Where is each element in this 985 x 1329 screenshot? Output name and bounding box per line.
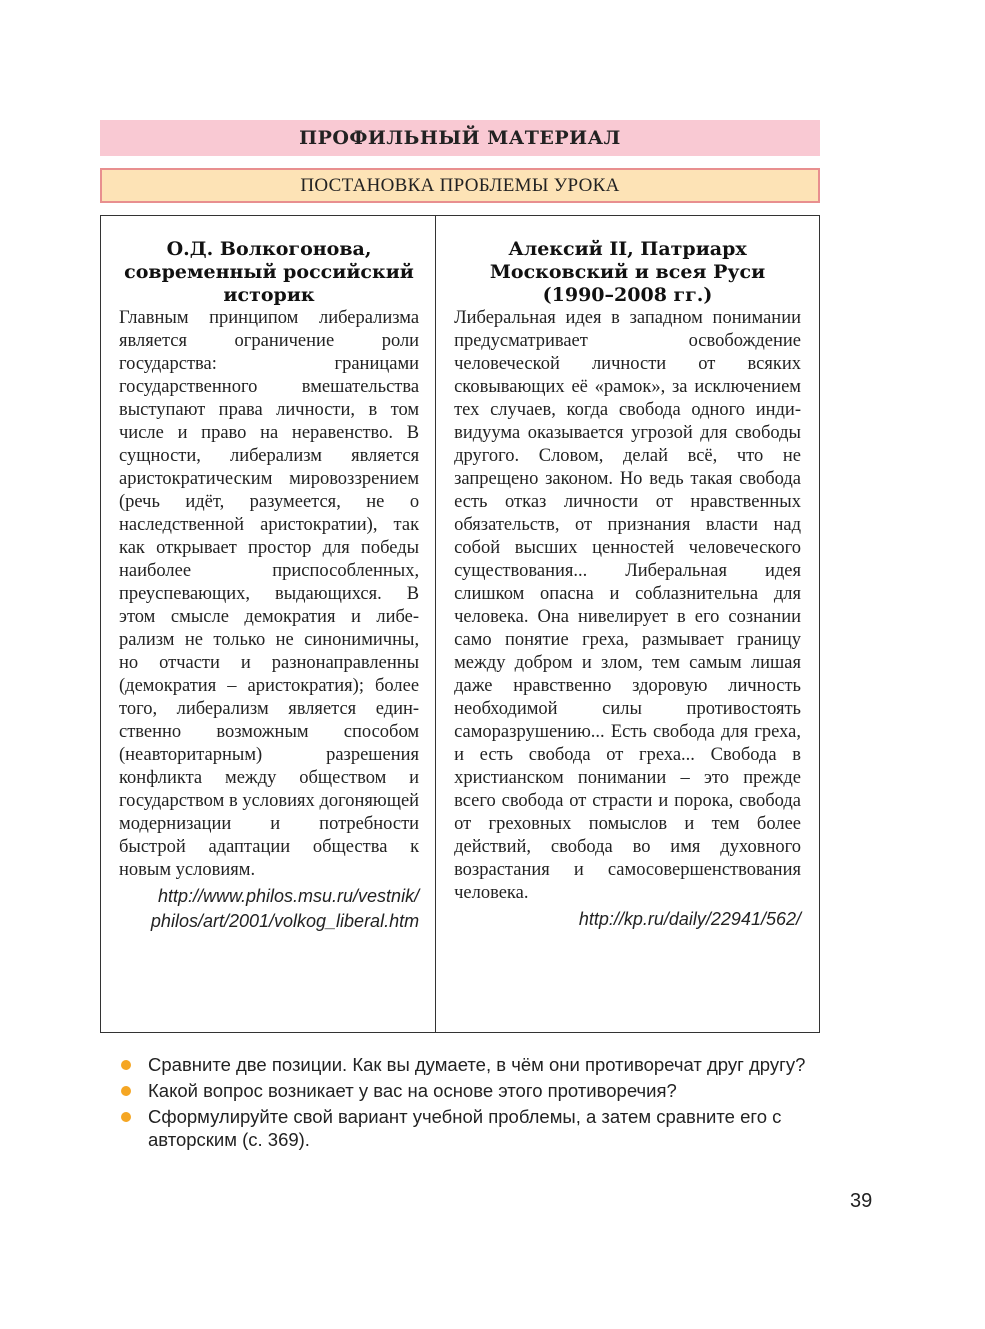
right-quote-text: Либеральная идея в западном понимании предусматривает освобождение человеческой личности от всяких сковывающих её «рамок», за исключением тех случаев, когда свобода одного индивидуума оказывается угрозой для свободы другого. Словом, делай всё, что не запрещено законом. Но ведь такая свобода есть отказ личности от нравственных обязательств, от признания власти над собой высших ценностей человеческого существования... Либеральная идея слишком опасна и соблазнительна для человека. Она нивелирует в его сознании само понятие греха, размывает границу между добром и злом, тем самым лишая даже нравственно здоровую личность необходимой силы противостоять саморазрушению... Есть свобода для греха, и есть свобода от греха... Свобода в христианском понимании – это прежде всего свобода от страсти и порока, свобода от греховных помыслов и тем более действий, свобода во имя духовного возрастания и самосовершенствования человека.: [454, 308, 801, 903]
bullet-icon: [121, 1112, 131, 1122]
page-number: 39: [850, 1190, 873, 1212]
right-author-line2: Московский и всея Руси: [489, 261, 766, 283]
left-column: [101, 216, 436, 1032]
right-source: http://kp.ru/daily/22941/562/: [578, 909, 801, 929]
left-source-line2: philos/art/2001/volkog_liberal.htm: [150, 911, 420, 931]
left-author-line2: современный российский: [124, 261, 414, 283]
left-source: [119, 884, 419, 934]
left-author-line1: О.Д. Волкогонова,: [166, 238, 372, 260]
subsection-title: ПОСТАНОВКА ПРОБЛЕМЫ УРОКА: [100, 168, 820, 203]
left-source-line1: http://www.philos.msu.ru/vestnik/: [157, 886, 420, 906]
section-title: ПРОФИЛЬНЫЙ МАТЕРИАЛ: [100, 120, 820, 156]
bullet-icon: [121, 1086, 131, 1096]
right-author-line3: (1990–2008 гг.): [542, 284, 713, 306]
question-text: Какой вопрос возникает у вас на основе этого противоречия?: [148, 1080, 677, 1101]
question-item: [118, 1079, 820, 1102]
question-item: [118, 1105, 820, 1151]
bullet-icon: [121, 1060, 131, 1070]
comparison-table: [100, 215, 820, 1033]
right-author-heading: [454, 238, 801, 307]
question-text: Сравните две позиции. Как вы думаете, в чём они противоречат друг другу?: [148, 1054, 806, 1075]
left-author-heading: [119, 238, 419, 307]
left-author-line3: историк: [223, 284, 315, 306]
right-author-line1: Алексий II, Патриарх: [508, 238, 747, 260]
question-list: [118, 1053, 820, 1154]
question-text: Сформулируйте свой вариант учебной проблемы, а затем сравните его с авторским (с. 369).: [148, 1106, 782, 1150]
left-quote-text: Главным принципом либерализма является ограничение роли государства: границами государственного вмешательства выступают права личности, в том числе и право на неравенство. В сущности, либерализм является аристократическим мировоззрением (речь идёт, разумеется, не о наследственной аристократии), так как открывает простор для победы наиболее приспособленных, преуспевающих, выдающихся. В этом смысле демократия и либерализм не только не синонимичны, но отчасти и разнонаправленны (демократия – аристократия); более того, либерализм является единственно возможным способом (неавторитарным) разрешения конфликта между обществом и государством в условиях догоняющей модернизации и потребности быстрой адаптации общества к новым условиям.: [119, 308, 420, 880]
right-column: [436, 216, 819, 1032]
question-item: [118, 1053, 820, 1076]
